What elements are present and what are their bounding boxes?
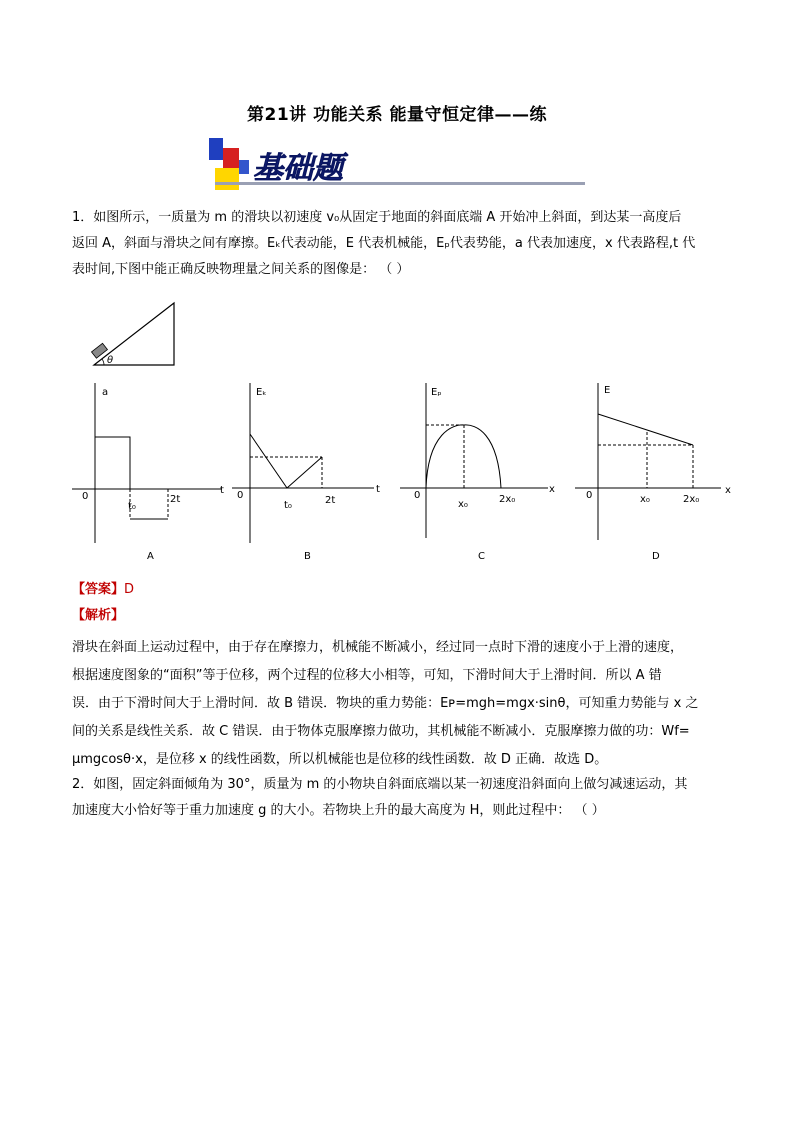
tick-t0: t₀ [284,500,292,511]
answer-tag: 【答案】 [72,582,125,597]
tick-2x0: 2x₀ [683,494,700,505]
origin-label: 0 [237,490,244,501]
y-axis-label: Eₖ [256,387,267,398]
x-axis-label: t [220,485,224,496]
q1-line: 1．如图所示，一质量为 m 的滑块以初速度 v₀从固定于地面的斜面底端 A 开始冲上斜面，到达某一高度后 [72,210,682,225]
analysis-text [72,634,728,774]
tick-t0: t₀ [128,501,136,512]
y-axis-label: E [604,385,611,396]
analysis-tag: 【解析】 [72,608,125,623]
angle-arc [102,359,104,365]
answer [72,578,134,597]
analysis-line: 根据速度图象的“面积”等于位移，两个过程的位移大小相等，可知，下滑时间大于上滑时间．所以 A 错 [72,668,662,683]
page-title: 第21讲 功能关系 能量守恒定律——练 [247,105,547,125]
banner-block-red [223,148,239,170]
tick-x0: x₀ [458,499,468,510]
graph-caption: A [147,551,154,562]
y-axis-label: Eₚ [431,387,442,398]
graph-A [72,378,242,563]
banner-block-blue [209,138,223,160]
accel-up-segment [95,437,130,489]
q1-line: 返回 A，斜面与滑块之间有摩擦。Eₖ代表动能，E 代表机械能，Eₚ代表势能，a 代表加速度，x 代表路程,t 代 [72,236,696,251]
graph-C [398,378,568,563]
x-axis-label: x [725,485,731,496]
graph-B [232,378,402,563]
incline-triangle [94,303,174,365]
section-banner [205,138,585,196]
q2-line: 加速度大小恰好等于重力加速度 g 的大小。若物块上升的最大高度为 H，则此过程中： （ ） [72,803,605,818]
x-axis-label: t [376,484,380,495]
tick-2t: 2t [325,495,336,506]
tick-x0: x₀ [640,494,650,505]
tick-2t: 2t [170,494,181,505]
x-axis-label: x [549,484,555,495]
y-axis-label: a [102,387,109,398]
analysis-line: μmgcosθ·x，是位移 x 的线性函数，所以机械能也是位移的线性函数．故 D 正确．故选 D。 [72,752,608,767]
mechanical-energy-line [598,414,693,445]
q2-line: 2．如图，固定斜面倾角为 30°，质量为 m 的小物块自斜面底端以某一初速度沿斜面向上做匀减速运动，其 [72,777,688,792]
analysis-line: 滑块在斜面上运动过程中，由于存在摩擦力，机械能不断减小，经过同一点时下滑的速度小于上滑的速度， [72,640,684,655]
kinetic-energy-curve [250,434,322,488]
banner-block-yellow [215,168,239,190]
origin-label: 0 [586,490,593,501]
incline-figure [80,295,190,375]
incline-angle-label: θ [107,355,114,366]
origin-label: 0 [414,490,421,501]
question-1 [72,205,728,283]
graph-caption: B [304,551,311,562]
banner-text: 基础题 [253,151,343,186]
graph-D [575,378,745,563]
graph-caption: D [652,551,660,562]
analysis-line: 误．由于下滑时间大于上滑时间．故 B 错误．物块的重力势能：Eᴘ=mgh=mgx·sinθ，可知重力势能与 x 之 [72,696,699,711]
graph-caption: C [478,551,485,562]
banner-block-blue2 [239,160,249,174]
answer-value: D [124,582,135,597]
analysis-line: 间的关系是线性关系．故 C 错误．由于物体克服摩擦力做功，其机械能不断减小．克服摩擦力做的功：Wf= [72,724,690,739]
tick-2x0: 2x₀ [499,494,516,505]
origin-label: 0 [82,491,89,502]
question-2 [72,772,728,824]
q1-line: 表时间,下图中能正确反映物理量之间关系的图像是： （ ） [72,262,410,277]
